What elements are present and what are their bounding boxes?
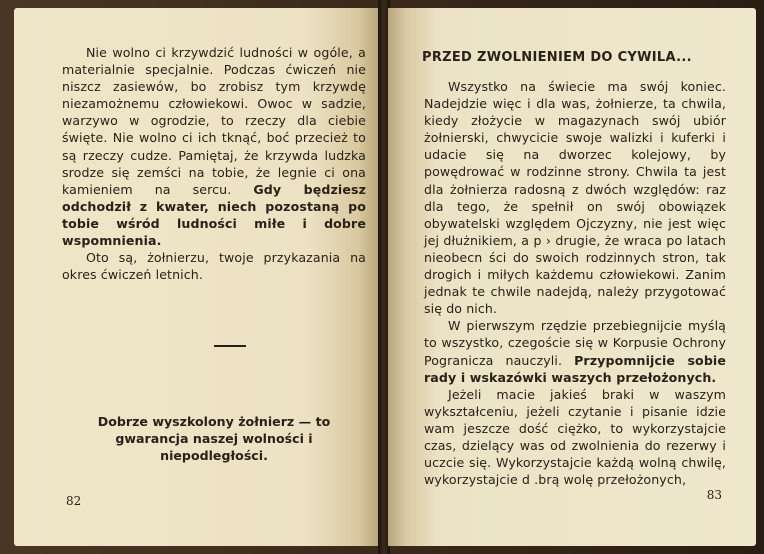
page-number-right: 83	[706, 488, 722, 502]
left-page	[14, 8, 380, 546]
right-page	[388, 8, 756, 546]
left-paragraph-2: Oto są, żołnierzu, twoje przykazania na okres ćwiczeń letnich.	[62, 250, 366, 283]
section-divider	[214, 345, 246, 347]
right-paragraph-2	[424, 317, 726, 385]
left-paragraph-1-bold: Gdy będziesz odchodził z kwater, niech pozostaną po tobie wśród ludności miłe i dobre wspomnienia.	[62, 181, 366, 249]
left-paragraph-1	[62, 44, 366, 249]
right-paragraph-3: Jeżeli macie jakieś braki w waszym wykształceniu, jeżeli czytanie i pisanie idzie wam jeszcze dość ciężko, to wykorzystajcie czas, dzielący was od zwolnienia do rezerwy i uczcie się. Wykorzystajcie każdą wolną chwilę, wykorzystajcie d .brą wolę przełożonych,	[424, 386, 726, 488]
chapter-heading: PRZED ZWOLNIENIEM DO CYWILA...	[422, 50, 692, 65]
right-paragraph-2-text: W pierwszym rzędzie przebiegnijcie myślą to wszystko, czegoście się w Korpusie Ochrony Pogranicza nauczyli.	[424, 318, 726, 368]
page-number-left: 82	[66, 494, 82, 508]
right-paragraph-2-bold: Przypomnijcie sobie rady i wskazówki waszych przełożonych.	[424, 352, 726, 385]
right-paragraph-1: Wszystko na świecie ma swój koniec. Nadejdzie więc i dla was, żołnierze, ta chwila, kiedy złożycie w magazynach swój ubiór żołnierski, chwycicie swoje walizki i kuferki i udacie się na dworzec kolejowy, by powędrować w rodzinne strony. Chwila ta jest dla żołnierza radosną z dwóch względów: raz dla tego, że spełnił on swój obowiązek obywatelski względem Ojczyzny, nie jest więc jej dłużnikiem, a p › drugie, że wraca po latach nieobecn ści do swoich rodzinnych stron, tak drogich i miłych każdemu człowiekowi. Zanim jednak te chwile nadejdą, należy przygotować się do nich.	[424, 79, 726, 317]
left-paragraph-1-text: Nie wolno ci krzywdzić ludności w ogóle, a materialnie specjalnie. Podczas ćwiczeń nie niszcz zasiewów, bo zrobisz tym krzywdę niezamożnemu człowiekowi. Owoc w sadzie, warzywo w ogrodzie, to rzeczy dla ciebie święte. Nie wolno ci ich tknąć, boć przecież to są rzeczy cudze. Pamiętaj, że krzywda ludzka srodze się zemści na tobie, że legnie ci ona kamieniem na sercu.	[62, 45, 366, 197]
motto: Dobrze wyszkolony żołnierz — to gwarancja naszej wolności i niepodległości.	[97, 414, 331, 463]
